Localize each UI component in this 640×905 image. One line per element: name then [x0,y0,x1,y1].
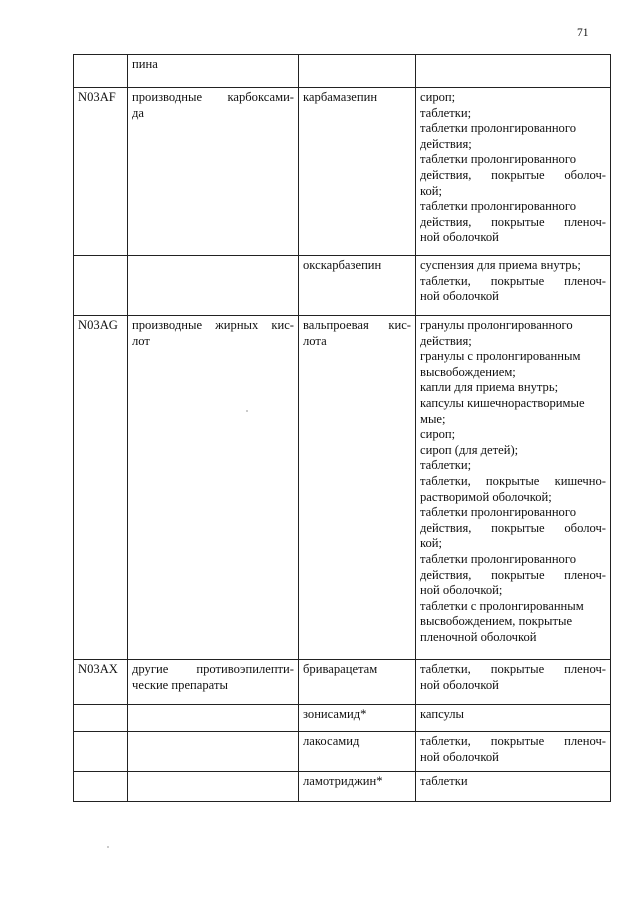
atc-code-cell [74,705,128,732]
dosage-form-line: капсулы кишечнорастворимые [420,395,585,410]
dosage-form-line: таблетки пролонгированного [420,505,577,520]
table-row [74,88,611,256]
atc-code-cell [74,256,128,316]
atc-code-cell [74,732,128,772]
dosage-form-line: таблетки; [420,458,472,473]
dosage-form-line: действия; [420,333,472,348]
substance-cell [299,55,416,88]
group-cell [128,660,299,705]
table-row [74,256,611,316]
dosage-forms-cell [416,705,611,732]
table-row [74,705,611,732]
atc-code-cell [74,772,128,802]
substance-cell [299,88,416,256]
table-row [74,732,611,772]
substance-name-line: ламотриджин* [303,774,383,789]
group-cell [128,55,299,88]
table-row [74,55,611,88]
dosage-forms-cell [416,660,611,705]
substance-cell [299,705,416,732]
dosage-form-line: ной оболочкой [420,230,499,245]
group-name-line: лот [132,333,150,348]
table-row [74,660,611,705]
group-cell [128,772,299,802]
dosage-form-line: растворимой оболочкой; [420,489,552,504]
group-name-line: пина [132,57,158,71]
atc-code-cell [74,55,128,88]
page-number: 71 [577,27,589,39]
dosage-form-line: ной оболочкой; [420,583,503,598]
dosage-form-line: таблетки, покрытые пленоч- [420,662,606,676]
dosage-form-line: действия, покрытые пленоч- [420,567,606,582]
dosage-form-line: таблетки, покрытые пленоч- [420,273,606,288]
substance-cell [299,660,416,705]
substance-name-line: лакосамид [303,734,360,748]
dosage-forms-cell [416,316,611,660]
substance-cell [299,256,416,316]
group-name-line: производные карбоксами- [132,90,294,104]
dosage-form-line: действия, покрытые пленоч- [420,214,606,229]
dosage-form-line: суспензия для приема внутрь; [420,258,581,272]
dosage-form-line: гранулы с пролонгированным [420,349,581,364]
dosage-form-line: таблетки; [420,105,472,120]
dosage-form-line: сироп (для детей); [420,442,519,457]
group-name-line: да [132,105,144,120]
group-cell [128,705,299,732]
dosage-forms-cell [416,732,611,772]
dosage-form-line: действия; [420,136,472,151]
dosage-form-line: ной оболочкой [420,289,499,304]
dosage-form-line: таблетки пролонгированного [420,551,577,566]
substance-name-line: зонисамид* [303,707,367,721]
substance-name-line: вальпроевая кис- [303,318,411,332]
atc-code: N03AF [78,90,116,104]
dosage-form-line: таблетки пролонгированного [420,199,577,214]
scan-speck [107,846,109,848]
dosage-form-line: сироп; [420,427,456,442]
substance-name-line: окскарбазепин [303,258,382,272]
dosage-form-line: гранулы пролонгированного [420,318,573,332]
dosage-form-line: действия, покрытые оболоч- [420,167,606,182]
dosage-form-line: таблетки пролонгированного [420,152,577,167]
dosage-form-line: таблетки пролонгированного [420,121,577,136]
substance-name-line: бриварацетам [303,662,378,676]
table-row [74,316,611,660]
dosage-forms-cell [416,772,611,802]
drug-table-body [74,55,611,802]
substance-cell [299,772,416,802]
dosage-form-line: ной оболочкой [420,677,499,692]
group-cell [128,88,299,256]
atc-code: N03AX [78,662,118,676]
dosage-forms-cell [416,256,611,316]
dosage-form-line: кой; [420,536,443,551]
dosage-form-line: высвобождением, покрытые [420,614,573,629]
atc-code-cell [74,88,128,256]
dosage-form-line: пленочной оболочкой [420,629,537,644]
dosage-form-line: ной оболочкой [420,749,499,764]
dosage-form-line: капли для приема внутрь; [420,380,559,395]
group-name-line: другие противоэпилепти- [132,662,294,676]
group-name-line: производные жирных кис- [132,318,294,332]
dosage-form-line: сироп; [420,90,456,104]
atc-code: N03AG [78,318,118,332]
group-cell [128,316,299,660]
substance-cell [299,732,416,772]
dosage-form-line: таблетки с пролонгированным [420,598,584,613]
atc-code-cell [74,316,128,660]
dosage-form-line: таблетки, покрытые пленоч- [420,734,606,748]
group-cell [128,256,299,316]
group-name-line: ческие препараты [132,677,228,692]
dosage-forms-cell [416,88,611,256]
substance-name-line: лота [303,333,327,348]
atc-code-cell [74,660,128,705]
dosage-form-line: высвобождением; [420,364,516,379]
dosage-form-line: действия, покрытые оболоч- [420,520,606,535]
dosage-form-line: таблетки [420,774,468,789]
dosage-form-line: таблетки, покрытые кишечно- [420,473,606,488]
group-cell [128,732,299,772]
scan-speck [246,410,248,412]
dosage-form-line: капсулы [420,707,465,721]
dosage-form-line: кой; [420,183,443,198]
dosage-forms-cell [416,55,611,88]
substance-name-line: карбамазепин [303,90,378,104]
table-row [74,772,611,802]
drug-table [73,54,611,802]
substance-cell [299,316,416,660]
dosage-form-line: мые; [420,411,446,426]
